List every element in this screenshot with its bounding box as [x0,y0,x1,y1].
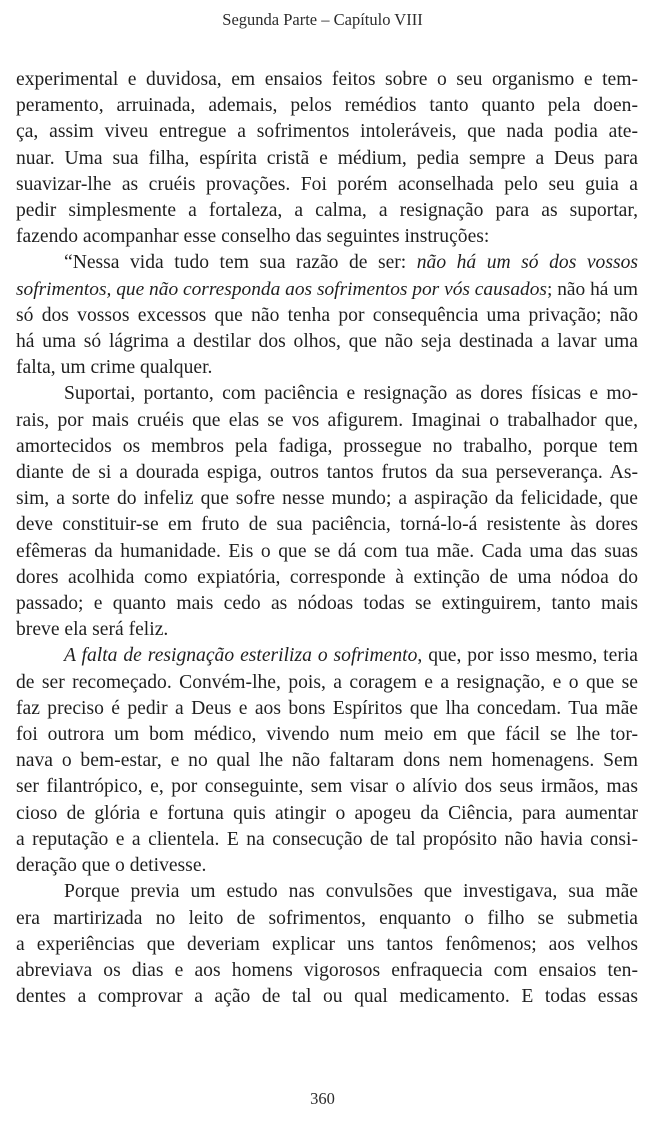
text-line: a reputação e a clientela. E na consecução de tal propósito não havia consi- [16,828,638,850]
text-line: experimental e duvidosa, em ensaios feitos sobre o seu organismo e tem- [16,69,638,90]
text-line: cioso de glória e fortuna quis atingir o apogeu da Ciência, para aumentar [16,802,638,824]
text-line: nuar. Uma sua filha, espírita cristã e médium, pedia sempre a Deus para [16,147,638,169]
paragraph [16,879,638,1010]
text-line: a experiências que deveriam explicar uns tantos fenômenos; aos velhos [16,933,638,955]
paragraph [16,643,638,879]
text-line: suavizar-lhe as cruéis provações. Foi porém aconselhada pelo seu guia a [16,173,638,195]
text-line: há uma só lágrima a destilar dos olhos, que não seja destinada a lavar uma [16,331,638,353]
text-line: abreviava os dias e aos homens vigorosos enfraquecia com ensaios ten- [16,959,638,981]
running-head: Segunda Parte – Capítulo VIII [222,10,423,29]
text-line: de ser recomeçado. Convém-lhe, pois, a coragem e a resignação, e o que se [16,671,638,693]
text-line: era martirizada no leito de sofrimentos, enquanto o filho se submetia [16,907,638,929]
text-line: “Nessa vida tudo tem sua razão de ser: não há um só dos vossos [64,252,638,274]
text-line: pedir simplesmente a fortaleza, a calma, a resignação para as suportar, [16,200,638,222]
text-line: dores acolhida como expiatória, corresponde à extinção de uma nódoa do [16,566,638,588]
text-line: dentes a comprovar a ação de tal ou qual medicamento. E todas essas [16,986,638,1008]
text-line: falta, um crime qualquer. [16,357,213,379]
text-line: deração que o detivesse. [16,855,207,877]
paragraph [16,250,638,381]
page-number: 360 [310,1089,335,1108]
text-line: peramento, arruinada, ademais, pelos remédios tanto quanto pela doen- [16,95,638,117]
text-line: fazendo acompanhar esse conselho das seguintes instruções: [16,226,490,248]
text-line: efêmeras da humanidade. Eis o que se dá com tua mãe. Cada uma das suas [16,540,638,562]
text-line: sim, a sorte do infeliz que sofre nesse mundo; a aspiração da felicidade, que [16,488,638,510]
text-line: ça, assim viveu entregue a sofrimentos intoleráveis, que nada podia ate- [16,121,638,143]
text-line: breve ela será feliz. [16,619,169,641]
text-line: sofrimentos, que não corresponda aos sofrimentos por vós causados; não há um [16,278,638,300]
italic-emphasis: sofrimentos, que não corresponda aos sofrimentos por vós causados [16,278,547,300]
text-line: ser filantrópico, e, por conseguinte, sem visar o alívio dos seus irmãos, mas [16,776,638,798]
text-line: faz preciso é pedir a Deus e aos bons Espíritos que lha concedam. Tua mãe [16,697,638,719]
text-line: nava o bem-estar, e no qual lhe não faltaram dons nem homenagens. Sem [16,750,638,772]
text-line: só dos vossos excessos que não tenha por consequência uma privação; não [16,304,638,326]
text-line: deve constituir-se em fruto de sua paciência, torná-lo-á resistente às dores [16,514,638,536]
text-line: A falta de resignação esteriliza o sofrimento, que, por isso mesmo, teria [64,645,638,667]
text-line: Porque previa um estudo nas convulsões que investigava, sua mãe [64,881,638,903]
paragraph [16,381,638,643]
italic-emphasis: A falta de resignação esteriliza o sofrimento [64,645,418,667]
text-line: Suportai, portanto, com paciência e resignação as dores físicas e mo- [64,383,638,405]
text-line: amortecidos os membros pela fadiga, prossegue no trabalho, porque tem [16,435,638,457]
text-line: rais, por mais cruéis que elas se vos afigurem. Imaginai o trabalhador que, [16,409,638,431]
paragraph [16,67,638,250]
italic-emphasis: não há um só dos vossos [416,252,638,274]
text-line: foi outrora um bom médico, vivendo num meio em que fácil se lhe tor- [16,724,638,746]
text-line: passado; e quanto mais cedo as nódoas todas se extinguirem, tanto mais [16,593,638,615]
text-line: diante de si a dourada espiga, outros tantos frutos da sua perseverança. As- [16,462,638,484]
body-text [16,67,638,1010]
